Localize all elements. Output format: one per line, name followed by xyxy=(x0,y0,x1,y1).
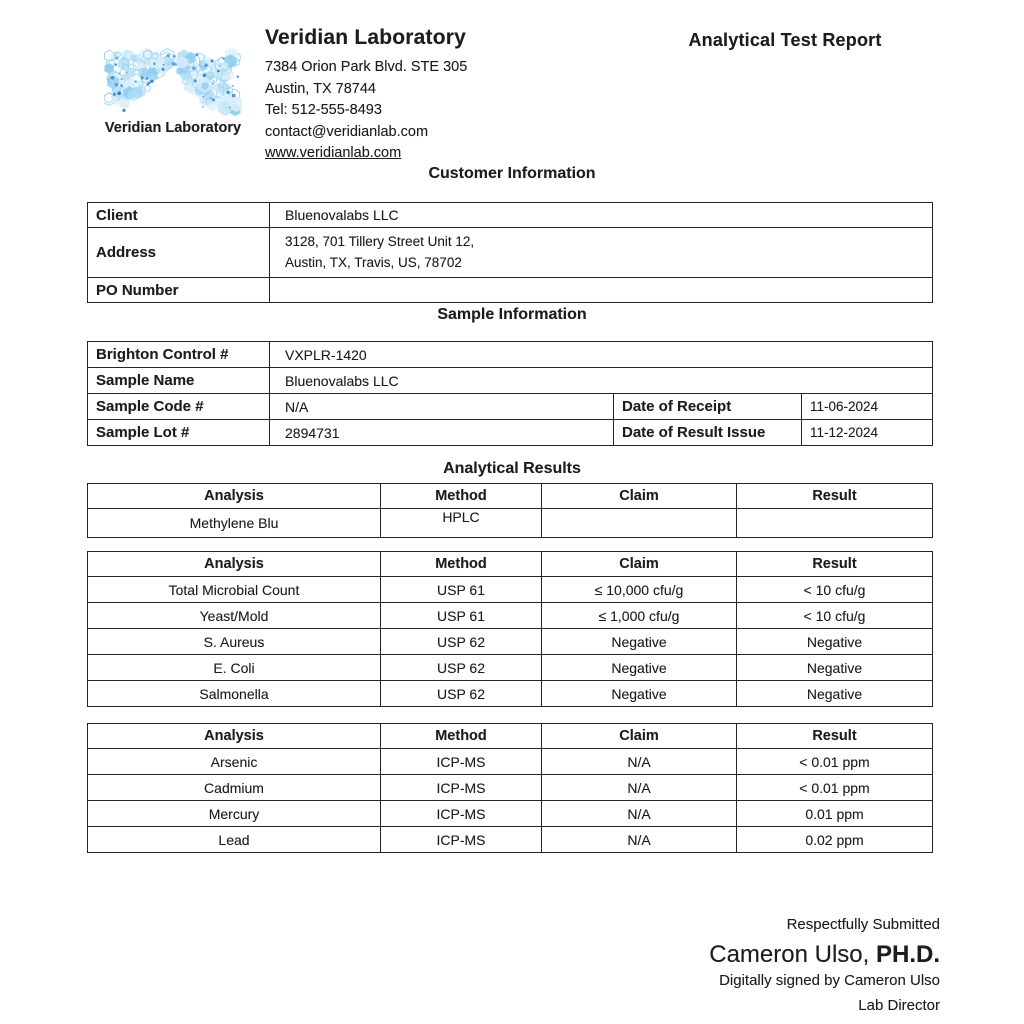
result-cell: USP 62 xyxy=(381,655,542,681)
result-cell: Negative xyxy=(542,655,737,681)
result-cell: Mercury xyxy=(88,801,381,827)
microbial-results-table xyxy=(87,551,933,707)
respectfully-submitted-text: Respectfully Submitted xyxy=(786,916,940,933)
results-header-row xyxy=(88,724,933,749)
signer-name xyxy=(709,941,940,968)
date-of-result-issue-label: Date of Result Issue xyxy=(614,420,802,446)
analytical-results-title: Analytical Results xyxy=(443,460,581,477)
result-cell: E. Coli xyxy=(88,655,381,681)
date-of-result-issue-value: 11-12-2024 xyxy=(802,420,933,446)
result-row xyxy=(88,801,933,827)
result-cell: USP 61 xyxy=(381,603,542,629)
result-cell: < 0.01 ppm xyxy=(737,749,933,775)
result-cell: N/A xyxy=(542,775,737,801)
result-row xyxy=(88,603,933,629)
lab-address-line1: 7384 Orion Park Blvd. STE 305 xyxy=(265,59,468,75)
result-cell: Negative xyxy=(737,655,933,681)
lab-director-text: Lab Director xyxy=(858,997,940,1014)
report-title: Analytical Test Report xyxy=(688,30,882,50)
sample-code-row xyxy=(88,394,933,420)
result-cell: Negative xyxy=(542,629,737,655)
result-cell: Total Microbial Count xyxy=(88,577,381,603)
result-cell: Arsenic xyxy=(88,749,381,775)
result-cell: N/A xyxy=(542,749,737,775)
client-label: Client xyxy=(88,203,270,228)
brighton-control-row xyxy=(88,342,933,368)
client-row xyxy=(88,203,933,228)
column-header-result: Result xyxy=(737,552,933,577)
result-cell: USP 62 xyxy=(381,629,542,655)
sample-lot-label: Sample Lot # xyxy=(88,420,270,446)
result-cell: < 0.01 ppm xyxy=(737,775,933,801)
molecule-logo-icon xyxy=(104,48,242,116)
logo-caption: Veridian Laboratory xyxy=(104,120,242,136)
result-row xyxy=(88,629,933,655)
brighton-control-value: VXPLR-1420 xyxy=(270,342,933,368)
identity-results-table xyxy=(87,483,933,538)
lab-name: Veridian Laboratory xyxy=(265,26,467,49)
column-header-analysis: Analysis xyxy=(88,484,381,509)
result-cell: Cadmium xyxy=(88,775,381,801)
result-cell: Negative xyxy=(737,629,933,655)
lab-address-block xyxy=(265,26,467,165)
result-row xyxy=(88,655,933,681)
result-row xyxy=(88,577,933,603)
sample-name-label: Sample Name xyxy=(88,368,270,394)
lab-phone: Tel: 512-555-8493 xyxy=(265,102,382,118)
client-value: Bluenovalabs LLC xyxy=(270,203,933,228)
po-number-label: PO Number xyxy=(88,278,270,303)
signer-name-text: Cameron Ulso, xyxy=(709,941,870,968)
column-header-analysis: Analysis xyxy=(88,552,381,577)
result-cell: N/A xyxy=(542,827,737,853)
result-cell: ≤ 1,000 cfu/g xyxy=(542,603,737,629)
column-header-analysis: Analysis xyxy=(88,724,381,749)
result-cell: S. Aureus xyxy=(88,629,381,655)
date-of-receipt-value: 11-06-2024 xyxy=(802,394,933,420)
result-row xyxy=(88,827,933,853)
signature-block xyxy=(709,916,940,1015)
sample-info-table xyxy=(87,341,933,446)
date-of-receipt-label: Date of Receipt xyxy=(614,394,802,420)
result-cell: 0.01 ppm xyxy=(737,801,933,827)
result-cell: < 10 cfu/g xyxy=(737,603,933,629)
lab-website-link: www.veridianlab.com xyxy=(265,145,402,161)
digitally-signed-text: Digitally signed by Cameron Ulso xyxy=(719,972,940,989)
brighton-control-label: Brighton Control # xyxy=(88,342,270,368)
address-value xyxy=(270,228,933,278)
lab-email: contact@veridianlab.com xyxy=(265,123,429,140)
sample-information-title: Sample Information xyxy=(437,306,587,323)
address-value-line1: 3128, 701 Tillery Street Unit 12, xyxy=(285,234,475,249)
result-cell: Salmonella xyxy=(88,681,381,707)
result-cell: ICP-MS xyxy=(381,775,542,801)
sample-code-label: Sample Code # xyxy=(88,394,270,420)
result-cell: N/A xyxy=(542,801,737,827)
column-header-result: Result xyxy=(737,484,933,509)
result-cell: HPLC xyxy=(381,509,542,538)
column-header-method: Method xyxy=(381,484,542,509)
column-header-claim: Claim xyxy=(542,484,737,509)
result-cell: ICP-MS xyxy=(381,827,542,853)
result-cell: Negative xyxy=(542,681,737,707)
result-cell: Negative xyxy=(737,681,933,707)
address-label: Address xyxy=(88,228,270,278)
result-row xyxy=(88,681,933,707)
column-header-claim: Claim xyxy=(542,552,737,577)
column-header-method: Method xyxy=(381,724,542,749)
lab-logo xyxy=(98,48,248,136)
sample-lot-row xyxy=(88,420,933,446)
heavy-metals-results-table xyxy=(87,723,933,853)
result-cell: < 10 cfu/g xyxy=(737,577,933,603)
customer-information-title: Customer Information xyxy=(428,165,596,182)
result-cell xyxy=(737,509,933,538)
result-cell: 0.02 ppm xyxy=(737,827,933,853)
address-row xyxy=(88,228,933,278)
address-value-line2: Austin, TX, Travis, US, 78702 xyxy=(285,254,462,270)
result-row xyxy=(88,509,933,538)
results-header-row xyxy=(88,484,933,509)
signer-degree: PH.D. xyxy=(875,941,940,968)
lab-address-line2: Austin, TX 78744 xyxy=(265,80,376,97)
result-cell: Lead xyxy=(88,827,381,853)
result-cell: ICP-MS xyxy=(381,749,542,775)
customer-info-table xyxy=(87,202,933,303)
sample-code-value: N/A xyxy=(270,394,614,420)
results-header-row xyxy=(88,552,933,577)
column-header-result: Result xyxy=(737,724,933,749)
result-row xyxy=(88,749,933,775)
result-cell: ≤ 10,000 cfu/g xyxy=(542,577,737,603)
result-cell: Yeast/Mold xyxy=(88,603,381,629)
result-cell: USP 62 xyxy=(381,681,542,707)
result-cell xyxy=(542,509,737,538)
result-cell: Methylene Blu xyxy=(88,509,381,538)
result-cell: USP 61 xyxy=(381,577,542,603)
po-number-row xyxy=(88,278,933,303)
result-cell: ICP-MS xyxy=(381,801,542,827)
column-header-method: Method xyxy=(381,552,542,577)
sample-name-value: Bluenovalabs LLC xyxy=(270,368,933,394)
sample-lot-value: 2894731 xyxy=(270,420,614,446)
sample-name-row xyxy=(88,368,933,394)
po-number-value xyxy=(270,278,933,303)
result-row xyxy=(88,775,933,801)
column-header-claim: Claim xyxy=(542,724,737,749)
